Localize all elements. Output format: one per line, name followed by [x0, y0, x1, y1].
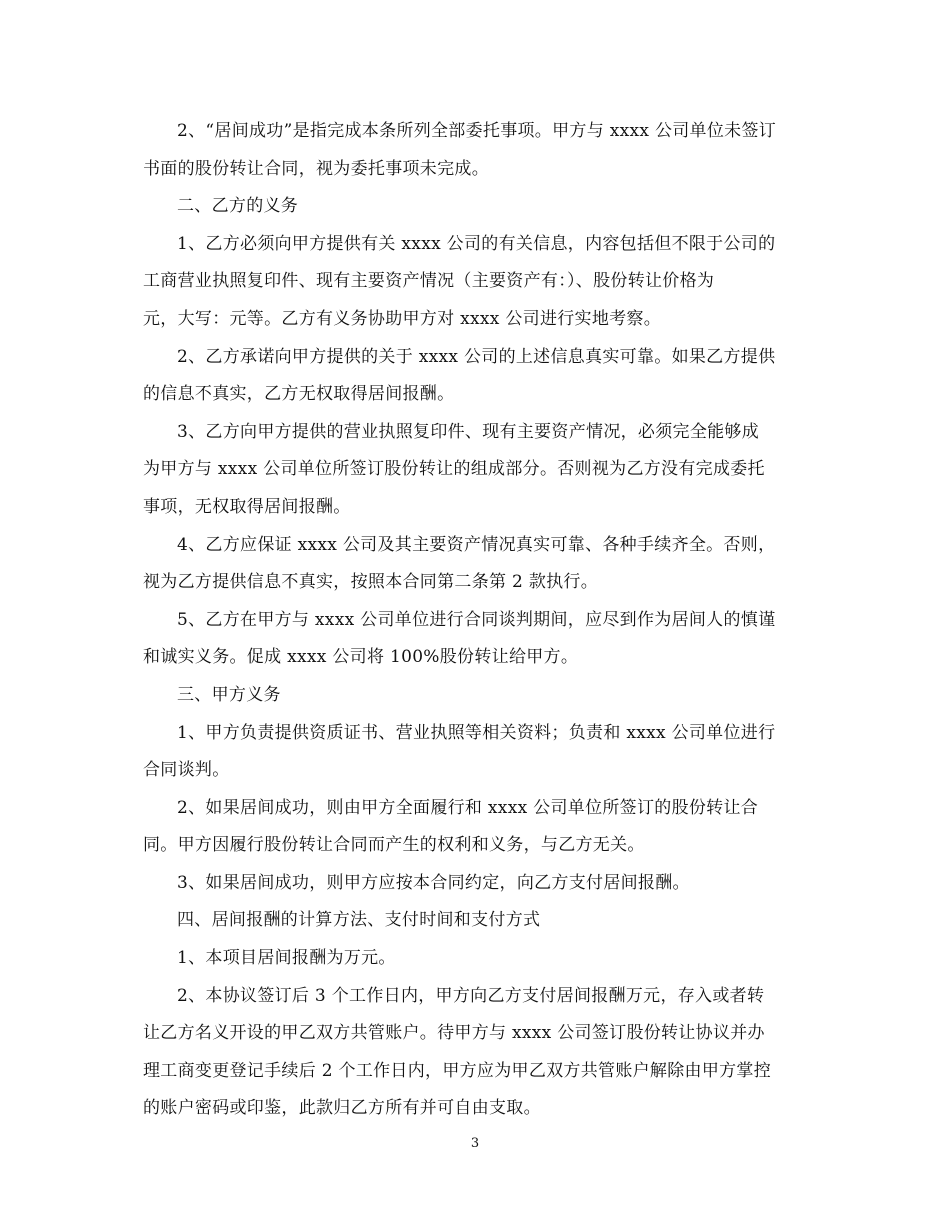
- text-line: 1、乙方必须向甲方提供有关 xxxx 公司的有关信息，内容包括但不限于公司的: [177, 233, 776, 254]
- text-line: 和诚实义务。促成 xxxx 公司将 100%股份转让给甲方。: [143, 647, 579, 668]
- text-line: 元，大写：元等。乙方有义务协助甲方对 xxxx 公司进行实地考察。: [143, 308, 662, 329]
- text-line: 事项，无权取得居间报酬。: [143, 496, 351, 517]
- text-line: 3、乙方向甲方提供的营业执照复印件、现有主要资产情况，必须完全能够成: [177, 421, 760, 442]
- text-line: 2、本协议签订后 3 个工作日内，甲方向乙方支付居间报酬万元，存入或者转: [177, 985, 765, 1006]
- section-heading: 四、居间报酬的计算方法、支付时间和支付方式: [177, 910, 541, 931]
- text-line: 1、甲方负责提供资质证书、营业执照等相关资料；负责和 xxxx 公司单位进行: [177, 722, 776, 743]
- text-line: 合同谈判。: [143, 760, 230, 781]
- page-number: 3: [470, 1136, 480, 1151]
- section-heading: 三、甲方义务: [177, 684, 281, 705]
- section-heading: 二、乙方的义务: [177, 196, 299, 217]
- text-line: 让乙方名义开设的甲乙双方共管账户。待甲方与 xxxx 公司签订股份转让协议并办: [143, 1023, 765, 1044]
- text-line: 4、乙方应保证 xxxx 公司及其主要资产情况真实可靠、各种手续齐全。否则，: [177, 534, 776, 555]
- text-line: 的信息不真实，乙方无权取得居间报酬。: [143, 384, 455, 405]
- text-line: 5、乙方在甲方与 xxxx 公司单位进行合同谈判期间，应尽到作为居间人的慎谨: [177, 609, 776, 630]
- text-line: 2、“居间成功”是指完成本条所列全部委托事项。甲方与 xxxx 公司单位未签订: [177, 121, 777, 141]
- text-line: 1、本项目居间报酬为万元。: [177, 948, 396, 969]
- document-body: [143, 113, 815, 1128]
- text-line: 同。甲方因履行股份转让合同而产生的权利和义务，与乙方无关。: [143, 835, 645, 856]
- text-line: 为甲方与 xxxx 公司单位所签订股份转让的组成部分。否则视为乙方没有完成委托: [143, 459, 765, 480]
- text-line: 理工商变更登记手续后 2 个工作日内，甲方应为甲乙双方共管账户解除由甲方掌控: [143, 1060, 772, 1081]
- text-line: 书面的股份转让合同，视为委托事项未完成。: [143, 158, 489, 179]
- text-line: 2、如果居间成功，则由甲方全面履行和 xxxx 公司单位所签订的股份转让合: [177, 797, 759, 818]
- text-line: 视为乙方提供信息不真实，按照本合同第二条第 2 款执行。: [143, 572, 599, 593]
- text-line: 3、如果居间成功，则甲方应按本合同约定，向乙方支付居间报酬。: [177, 872, 690, 893]
- text-line: 2、乙方承诺向甲方提供的关于 xxxx 公司的上述信息真实可靠。如果乙方提供: [177, 346, 776, 367]
- text-line: 的账户密码或印鉴，此款归乙方所有并可自由支取。: [143, 1098, 541, 1119]
- text-line: 工商营业执照复印件、现有主要资产情况（主要资产有：）、股份转让价格为: [143, 271, 715, 292]
